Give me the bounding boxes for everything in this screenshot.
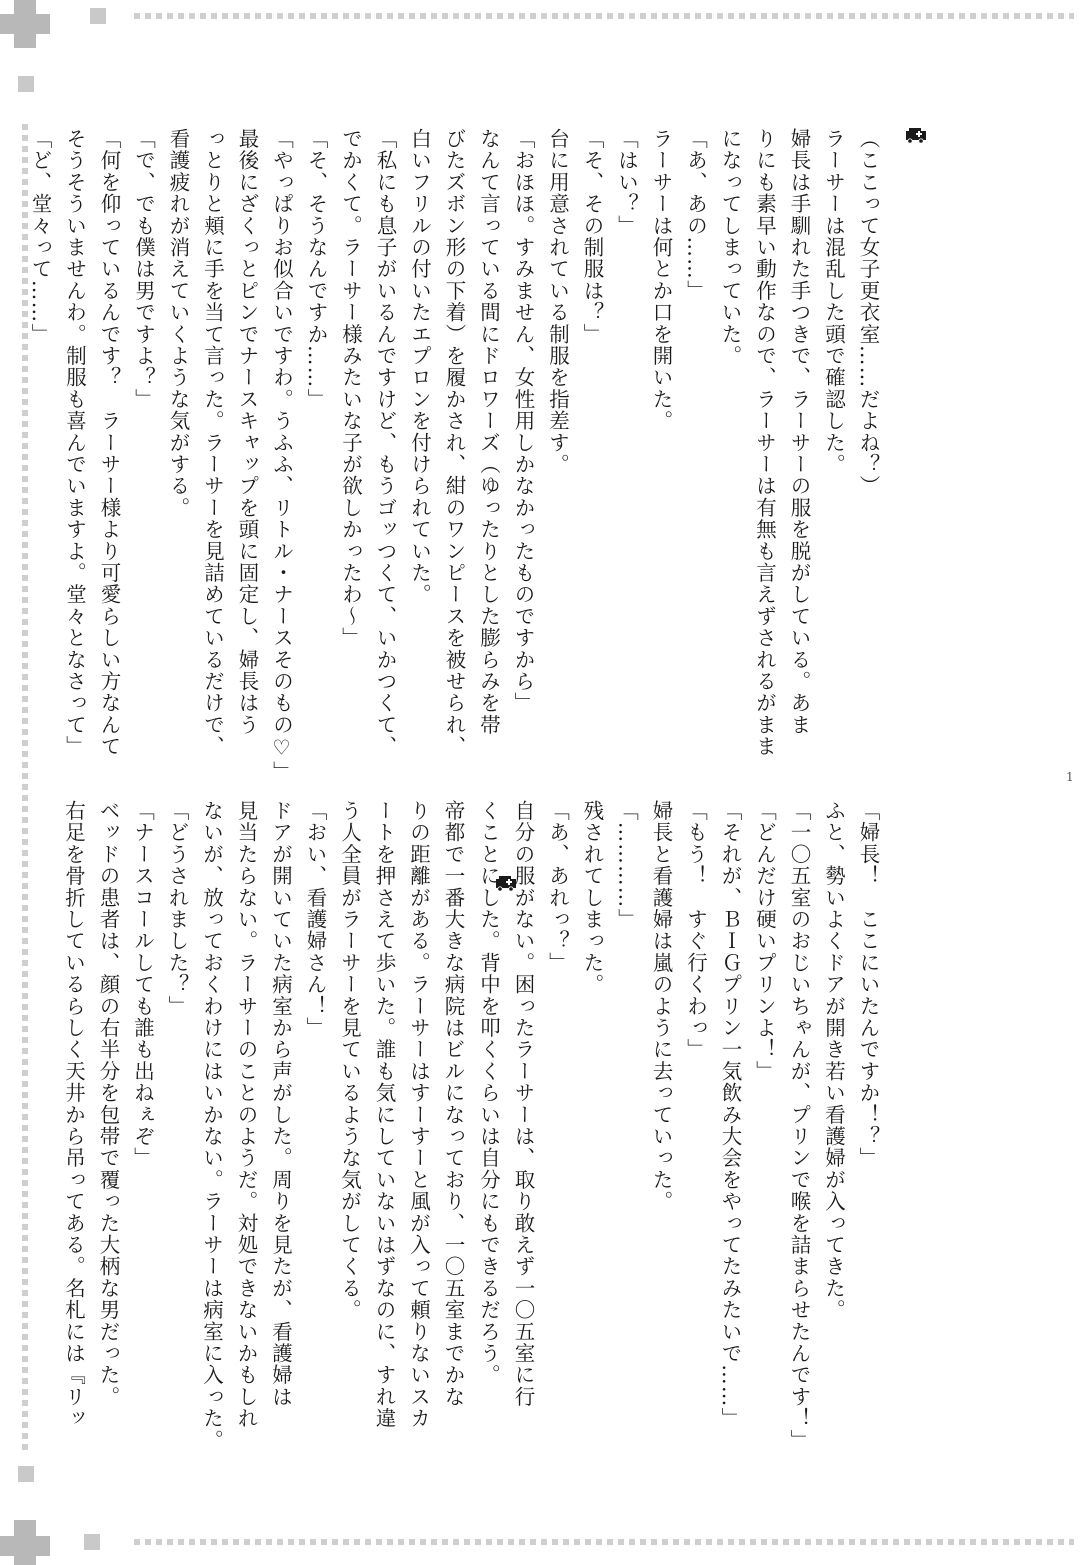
text-line: （ここって女子更衣室……だよね？） bbox=[856, 128, 880, 497]
text-line: 「はい？」 bbox=[614, 128, 639, 237]
text-line: 「そ、そうなんですか……」 bbox=[304, 128, 328, 411]
text-line: りの距離がある。ラーサーはすーすーと風が入って頼りないスカ bbox=[406, 800, 431, 1430]
text-line: 「一〇五室のおじいちゃんが、プリンで喉を詰まらせたんです！」 bbox=[787, 800, 811, 1451]
text-line: 白いフリルの付いたエプロンを付けられていた。 bbox=[407, 128, 432, 606]
page-number: 1 bbox=[1066, 770, 1074, 784]
frame-square-bottom bbox=[84, 1534, 100, 1550]
text-line: 「もう！ すぐ行くわっ」 bbox=[683, 800, 708, 1061]
corner-cross-bottom-left-bar bbox=[0, 1536, 50, 1556]
text-line: 「やっぱりお似合いですわ。うふふ、リトル・ナースそのもの♡」 bbox=[269, 128, 294, 783]
text-line: びたズボン形の下着）を履かされ、紺のワンピースを被せられ、 bbox=[442, 128, 466, 758]
text-line: 帝都で一番大きな病院はビルになっており、一〇五室までかな bbox=[441, 800, 465, 1408]
text-line: 「あ、あれっ？」 bbox=[545, 800, 570, 974]
text-line: になってしまっていた。 bbox=[718, 128, 742, 367]
corner-cross-top-left-bar bbox=[0, 14, 50, 34]
text-line: 「婦長！ ここにいたんですか！？」 bbox=[856, 800, 880, 1169]
text-line: ふと、勢いよくドアが開き若い看護婦が入ってきた。 bbox=[821, 800, 846, 1321]
text-line: 「おい、看護婦さん！」 bbox=[303, 800, 327, 1039]
text-line: 「それが、ＢＩＧプリン一気飲み大会をやってたみたいで……」 bbox=[718, 800, 742, 1430]
ambulance-icon bbox=[905, 126, 927, 144]
text-line: 「そ、その制服は？」 bbox=[580, 128, 604, 345]
text-line: 台に用意されている制服を指差す。 bbox=[545, 128, 570, 476]
text-line: 婦長は手馴れた手つきで、ラーサーの服を脱がしている。あま bbox=[787, 128, 811, 736]
text-line: 「で、でも僕は男ですよ？」 bbox=[131, 128, 156, 411]
frame-square-left-top bbox=[18, 76, 34, 92]
text-line: なんて言っている間にドロワーズ（ゆったりとした膨らみを帯 bbox=[476, 128, 501, 736]
text-line: ートを押さえて歩いた。誰も気にしていないはずなのに、すれ違 bbox=[372, 800, 396, 1430]
text-line: 自分の服がない。困ったラーサーは、取り敢えず一〇五室に行 bbox=[511, 800, 535, 1408]
text-line: 看護疲れが消えていくような気がする。 bbox=[166, 128, 190, 519]
text-line: 「何を仰っているんです？ ラーサー様より可愛らしい方なんて bbox=[97, 128, 121, 758]
text-line: くことにした。背中を叩くくらいは自分にもできるだろう。 bbox=[476, 800, 501, 1386]
upper-text-block bbox=[23, 128, 886, 783]
text-line: っとりと頬に手を当て言った。ラーサーを見詰めているだけで、 bbox=[200, 128, 225, 758]
text-line: 「どうされました？」 bbox=[165, 800, 189, 1017]
text-line: 「…………」 bbox=[614, 800, 639, 931]
text-line: 婦長と看護婦は嵐のように去っていった。 bbox=[649, 800, 673, 1213]
text-line: ラーサーは何とか口を開いた。 bbox=[649, 128, 673, 432]
text-line: 見当たらない。ラーサーのことのようだ。対処できないかもしれ bbox=[234, 800, 258, 1430]
lower-right-text-block bbox=[471, 800, 885, 1451]
text-line: 「どんだけ硬いプリンよ！」 bbox=[752, 800, 777, 1083]
text-line: 「私にも息子がいるんですけど、もうゴッつくて、いかつくて、 bbox=[373, 128, 397, 758]
text-line: う人全員がラーサーを見ているような気がしてくる。 bbox=[337, 800, 362, 1321]
text-line: そうそういませんわ。制服も喜んでいますよ。堂々となさって」 bbox=[62, 128, 87, 758]
frame-dash-top bbox=[134, 13, 1074, 19]
text-line: 「ナースコールしても誰も出ねぇぞ」 bbox=[130, 800, 155, 1169]
frame-square-top bbox=[90, 8, 106, 24]
text-line: 最後にざくっとピンでナースキャップを頭に固定し、婦長はう bbox=[235, 128, 259, 736]
text-line: ラーサーは混乱した頭で確認した。 bbox=[821, 128, 846, 476]
text-line: 残されてしまった。 bbox=[580, 800, 604, 996]
text-line: でかくて。ラーサー様みたいな子が欲しかったわ～」 bbox=[338, 128, 363, 649]
text-line: ベッドの患者は、顔の右半分を包帯で覆った大柄な男だった。 bbox=[96, 800, 120, 1408]
frame-dash-bottom bbox=[134, 1539, 1074, 1545]
text-line: 「ど、堂々って……」 bbox=[28, 128, 52, 345]
text-line: 右足を骨折しているらしく天井から吊ってある。名札には『リッ bbox=[61, 800, 86, 1430]
text-line: りにも素早い動作なので、ラーサーは有無も言えずされるがまま bbox=[752, 128, 777, 758]
text-line: 「あ、あの……」 bbox=[683, 128, 708, 302]
lower-left-text-block bbox=[56, 800, 470, 1451]
text-line: 「おほほ。すみません、女性用しかなかったものですから」 bbox=[511, 128, 535, 714]
text-line: ないが、放っておくわけにはいかない。ラーサーは病室に入った。 bbox=[199, 800, 224, 1451]
text-line: ドアが開いていた病室から声がした。周りを見たが、看護婦は bbox=[268, 800, 293, 1408]
frame-square-left-bottom bbox=[18, 1466, 34, 1482]
